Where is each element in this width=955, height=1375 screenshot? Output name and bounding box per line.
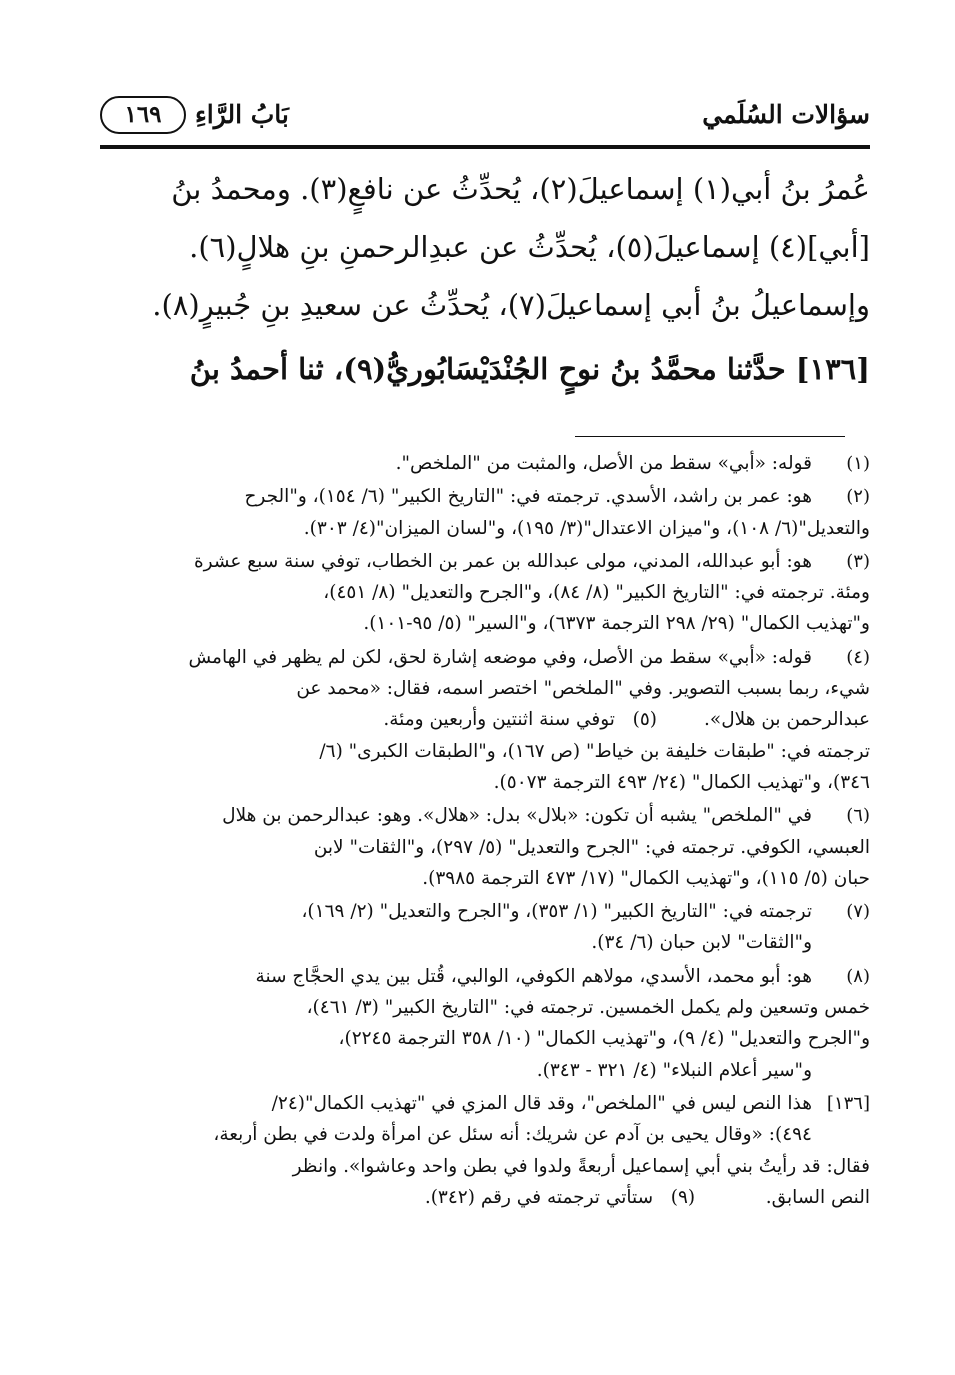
footnote-line: والتعديل"(٦/ ١٠٨)، و"ميزان الاعتدال"(٣/ ١٩٥)، و"لسان الميزان"(٤/ ٣٠٣).	[303, 517, 870, 539]
footnote	[100, 800, 870, 894]
footnote	[100, 546, 870, 640]
footnote-fragment: ستأتي ترجمته في رقم (٣٤٢).	[424, 1186, 654, 1208]
footnote-mark: (١)	[846, 453, 870, 474]
footnote-line: هو: عمر بن راشد، الأسدي. ترجمته في: "التاريخ الكبير" (٦/ ١٥٤)، و"الجرح	[244, 486, 812, 508]
footnote-line: هو: أبو عبدالله، المدني، مولى عبدالله بن عمر بن الخطاب، توفي سنة سبع عشرة	[193, 550, 812, 572]
footnote-line: فقال: قد رأيتُ بني أبي إسماعيل أربعةً ولدوا في بطن واحد وعاشوا». وانظر	[292, 1155, 870, 1177]
footnote	[100, 896, 870, 959]
footnote-line: و"الجرح والتعديل" (٤/ ٩)، و"تهذيب الكمال" (١٠/ ٣٥٨ الترجمة ٢٢٤٥)،	[338, 1028, 870, 1050]
footnote-mark: (٧)	[846, 901, 870, 923]
footnote-line: هو: أبو محمد، الأسدي، مولاهم الكوفي، الوالبي، قُتل بين يدي الحجَّاج سنة	[255, 965, 812, 987]
footnote-line: ومئة. ترجمته في: "التاريخ الكبير" (٨/ ٨٤)، و"الجرح والتعديل" (٨/ ٤٥١)،	[323, 582, 870, 604]
footnote-line	[100, 1182, 870, 1213]
footnote-mark: (٢)	[846, 486, 870, 508]
footnote-fragment: توفي سنة اثنتين وأربعين ومئة.	[383, 709, 615, 731]
footnote-mark: (٩)	[670, 1186, 696, 1208]
header-rule	[100, 145, 870, 149]
footnote-mark: (٣)	[846, 550, 870, 572]
footnote	[100, 1088, 870, 1213]
book-title: سؤالات السُلَمي	[702, 100, 870, 129]
page-number: ١٦٩	[100, 96, 186, 134]
footnote-mark: (٥)	[632, 709, 657, 731]
footnote-line: قوله: «أبي» سقط من الأصل، والمثبت من "الملخص".	[395, 453, 812, 474]
main-line: [١٣٦] حدَّثنا محمَّدُ بنُ نوحٍ الجُنْدَيْسَابُوريُّ(٩)، ثنا أحمدُ بنُ	[189, 352, 870, 386]
main-line: [أبي](٤) إسماعيلَ(٥)، يُحدِّثُ عن عبدِالرحمنِ بنِ هلالٍ(٦).	[189, 230, 870, 264]
page-header	[100, 92, 870, 142]
main-line: وإسماعيلُ بنُ أبي إسماعيلَ(٧)، يُحدِّثُ عن سعيدِ بنِ جُبيرٍ(٨).	[152, 288, 870, 322]
footnote	[100, 961, 870, 1086]
footnote-line: ٤٩٤): «وقال يحيى بن آدم عن شريك: أنه سئل عن امرأة ولدت في بطن أربعة،	[213, 1124, 812, 1146]
footnotes	[100, 448, 870, 1215]
footnote-fragment: النص السابق.	[765, 1186, 870, 1208]
main-line: عُمرُ بنُ أبي(١) إسماعيلَ(٢)، يُحدِّثُ عن نافعٍ(٣). ومحمدُ بنُ	[171, 172, 870, 206]
footnote-line: هذا النص ليس في "الملخص"، وقد قال المزي في "تهذيب الكمال"(٢٤/	[271, 1092, 812, 1114]
footnote-line: قوله: «أبي» سقط من الأصل، وفي موضعه إشارة لحق، لكن لم يظهر في الهامش	[188, 646, 812, 668]
footnote-line: حبان (٥/ ١١٥)، و"تهذيب الكمال" (١٧/ ٤٧٣ الترجمة ٣٩٨٥).	[422, 867, 870, 889]
footnote-line: ترجمته في: "طبقات خليفة بن خياط" (ص ١٦٧)، و"الطبقات الكبرى" (٦/	[319, 740, 870, 762]
footnote-line: و"سير أعلام النبلاء" (٤/ ٣٢١ - ٣٤٣).	[536, 1059, 812, 1081]
footnote-line: و"الثقات" لابن حبان (٦/ ٣٤).	[591, 932, 812, 954]
footnote-line: في "الملخص" يشبه أن تكون: «بلال» بدل: «هلال». وهو: عبدالرحمن بن هلال	[222, 805, 812, 827]
footnote	[100, 642, 870, 798]
footnote	[100, 448, 870, 479]
chapter-title: بَابُ الرَّاءِ	[195, 100, 289, 129]
footnote-mark: (٨)	[846, 965, 870, 987]
footnote-separator	[575, 436, 845, 437]
footnote-line: العبسي، الكوفي. ترجمته في: "الجرح والتعديل" (٥/ ٢٩٧)، و"الثقات" لابن	[313, 836, 870, 858]
footnote-mark: (٦)	[846, 805, 870, 827]
footnote-line: ٣٤٦)، و"تهذيب الكمال" (٢٤/ ٤٩٣ الترجمة ٥٠٧٣).	[493, 771, 870, 793]
footnote-mark: (٤)	[846, 646, 870, 668]
footnote-mark: [١٣٦]	[826, 1092, 870, 1114]
footnote	[100, 481, 870, 544]
footnote-line: ترجمته في: "التاريخ الكبير" (١/ ٣٥٣)، و"الجرح والتعديل" (٢/ ١٦٩)،	[301, 901, 812, 923]
main-text	[100, 160, 870, 398]
footnote-line: و"تهذيب الكمال" (٢٩/ ٢٩٨ الترجمة ٦٣٧٣)، و"السير" (٥/ ٩٥-١٠١).	[363, 613, 870, 635]
footnote-line: خمس وتسعين ولم يكمل الخمسين. ترجمته في: "التاريخ الكبير" (٣/ ٤٦١)،	[306, 997, 870, 1019]
footnote-line	[100, 704, 870, 735]
footnote-fragment: عبدالرحمن بن هلال».	[704, 709, 870, 731]
footnote-line: شيء، ربما بسبب التصوير. وفي "الملخص" اختصر اسمه، فقال: «محمد عن	[296, 678, 870, 700]
